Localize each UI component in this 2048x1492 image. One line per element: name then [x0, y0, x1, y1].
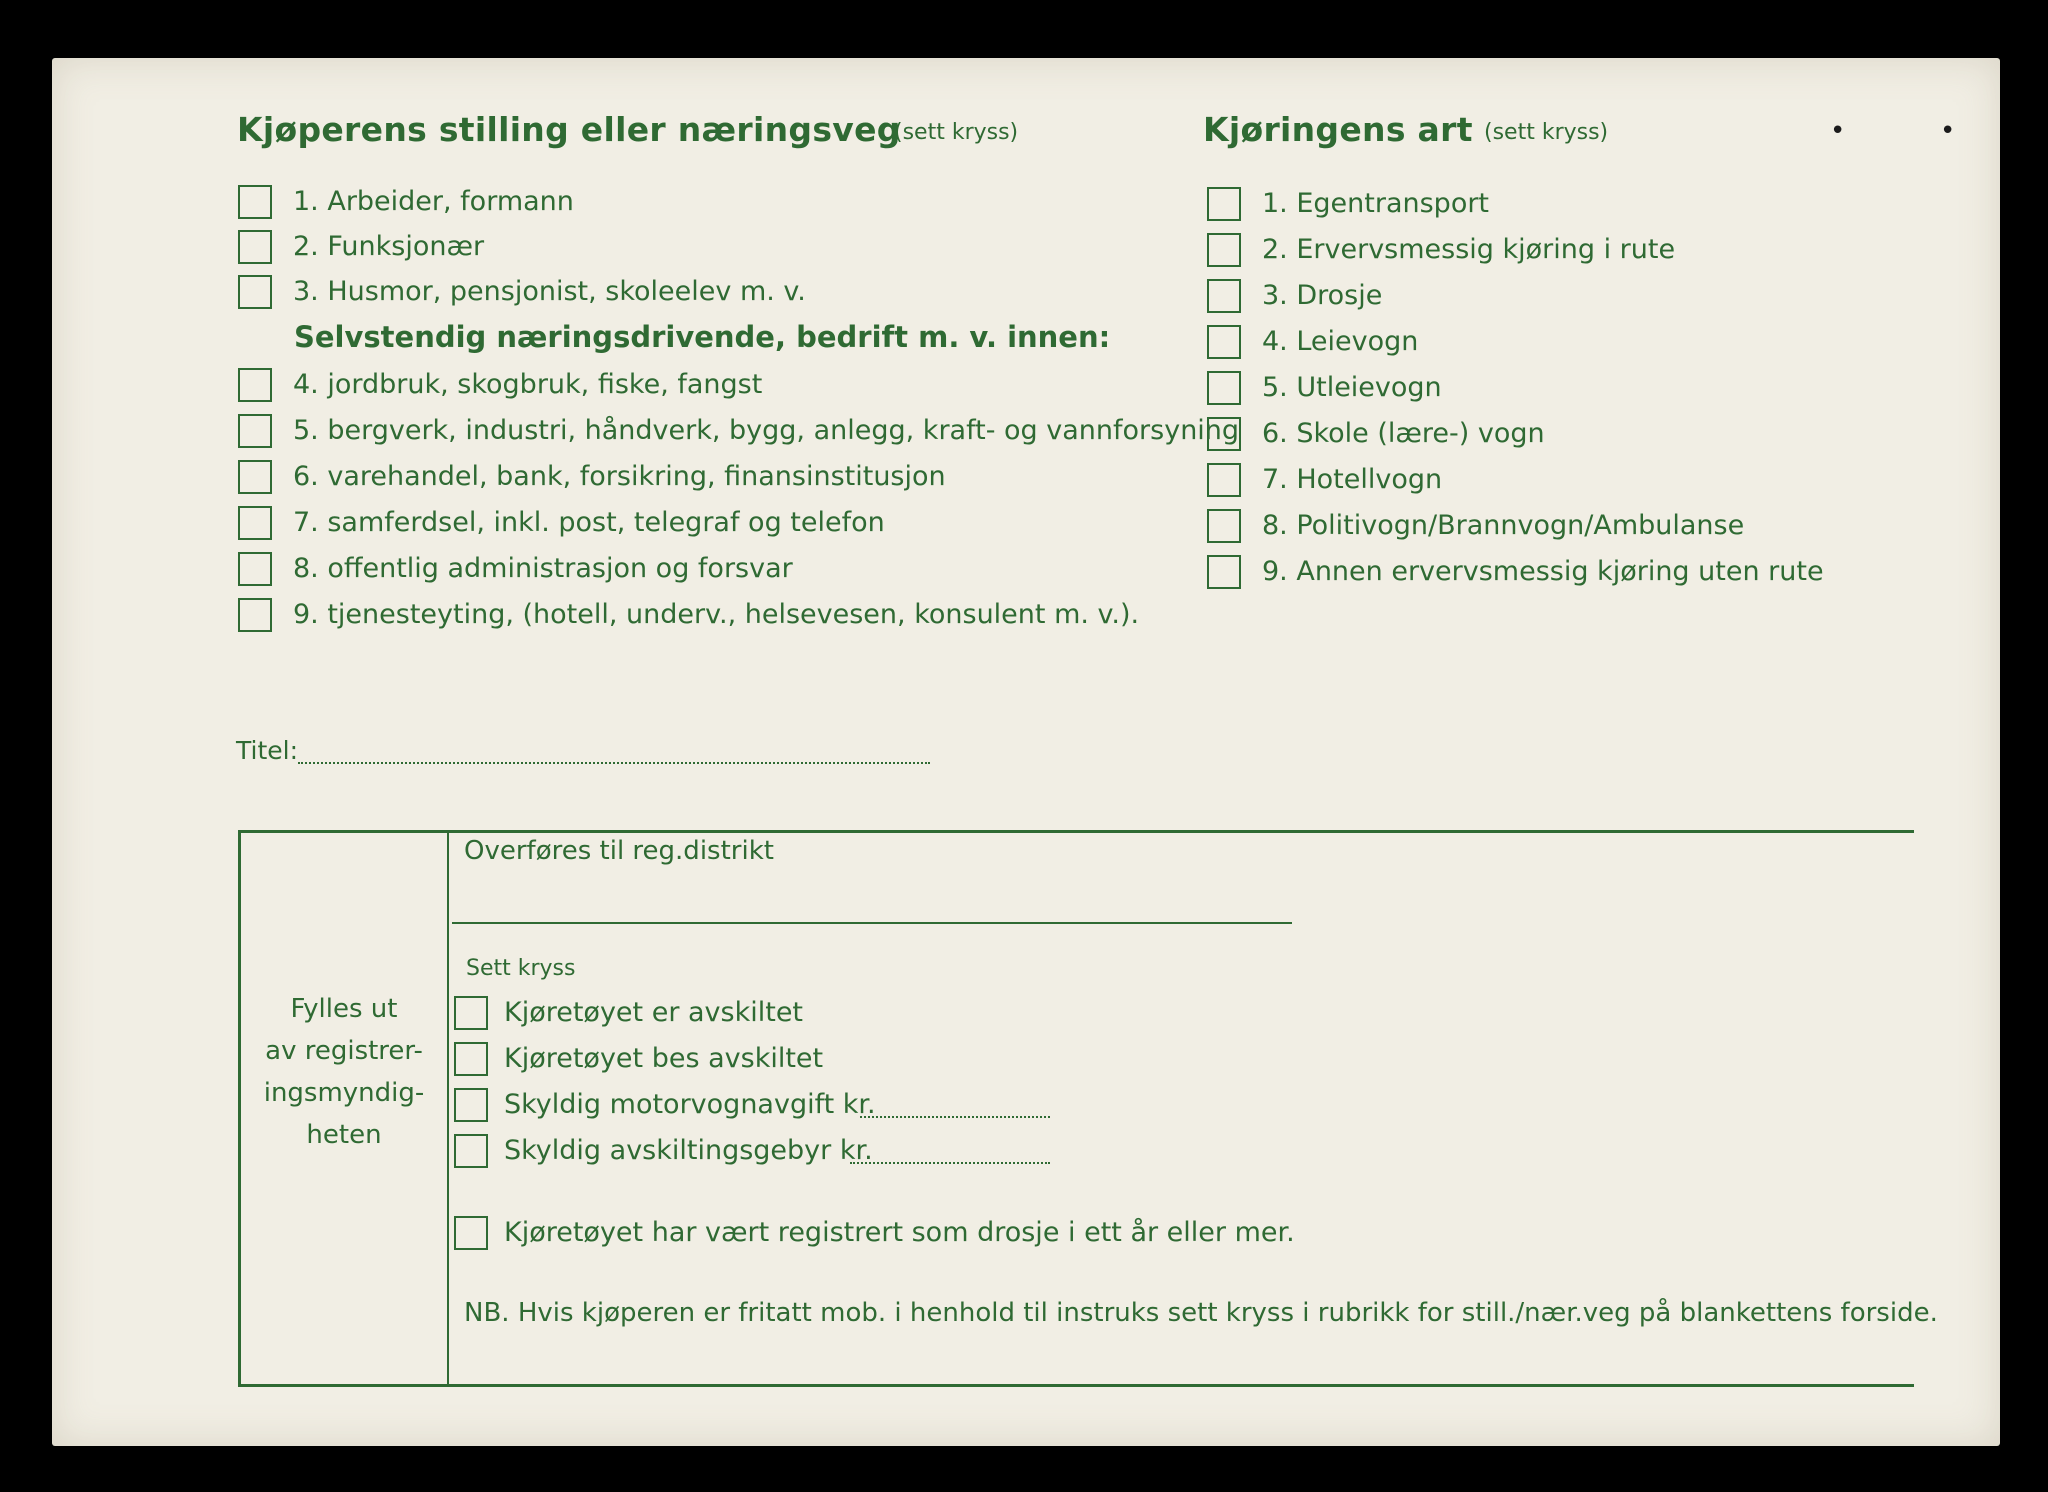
checkbox[interactable] — [454, 1134, 488, 1168]
ink-smudge: • — [1940, 116, 1956, 146]
option-label: 2. Funksjonær — [293, 231, 485, 262]
checkbox[interactable] — [1207, 371, 1241, 405]
checkbox[interactable] — [1207, 325, 1241, 359]
checkbox[interactable] — [238, 460, 272, 494]
self-employed-subheading: Selvstendig næringsdrivende, bedrift m. v. innen: — [294, 320, 1111, 354]
checkbox[interactable] — [238, 368, 272, 402]
option-label: 7. Hotellvogn — [1262, 464, 1443, 495]
nb-note: NB. Hvis kjøperen er fritatt mob. i henhold til instruks sett kryss i rubrikk for still./nær.veg på blankettens forside. — [464, 1298, 1938, 1328]
option-label: 6. varehandel, bank, forsikring, finansinstitusjon — [293, 461, 946, 492]
checkbox[interactable] — [238, 275, 272, 309]
option-label: 9. Annen ervervsmessig kjøring uten rute — [1262, 556, 1824, 587]
checkbox[interactable] — [1207, 187, 1241, 221]
checkbox[interactable] — [1207, 279, 1241, 313]
checkbox[interactable] — [238, 230, 272, 264]
vehicle-fee-amount-field[interactable] — [860, 1116, 1050, 1118]
checkbox[interactable] — [238, 552, 272, 586]
checkbox[interactable] — [238, 414, 272, 448]
form-sheet — [52, 58, 2000, 1446]
transfer-label: Overføres til reg.distrikt — [464, 836, 774, 866]
checkbox[interactable] — [238, 598, 272, 632]
option-label: 3. Husmor, pensjonist, skoleelev m. v. — [293, 276, 806, 307]
check-label: Kjøretøyet er avskiltet — [504, 997, 804, 1028]
transfer-line — [452, 922, 1292, 924]
side-label-line: Fylles ut — [290, 994, 398, 1024]
option-label: 7. samferdsel, inkl. post, telegraf og telefon — [293, 507, 885, 538]
option-label: 5. Utleievogn — [1262, 372, 1442, 403]
checkbox[interactable] — [238, 185, 272, 219]
checkbox[interactable] — [454, 996, 488, 1030]
left-hint: (sett kryss) — [894, 120, 1019, 145]
checkbox[interactable] — [1207, 233, 1241, 267]
option-label: 1. Egentransport — [1262, 188, 1490, 219]
checkbox[interactable] — [454, 1042, 488, 1076]
ink-smudge: • — [1830, 116, 1846, 146]
option-label: 6. Skole (lære-) vogn — [1262, 418, 1545, 449]
option-label: 2. Ervervsmessig kjøring i rute — [1262, 234, 1676, 265]
side-label-line: av registrer- — [265, 1036, 423, 1066]
checkbox[interactable] — [1207, 463, 1241, 497]
box-divider — [447, 830, 449, 1387]
deregister-fee-amount-field[interactable] — [850, 1162, 1050, 1164]
option-label: 1. Arbeider, formann — [293, 186, 574, 217]
option-label: 8. offentlig administrasjon og forsvar — [293, 553, 793, 584]
right-heading: Kjøringens art — [1203, 110, 1473, 149]
checkbox[interactable] — [238, 506, 272, 540]
check-label: Skyldig motorvognavgift kr. — [504, 1089, 876, 1120]
box-top-border — [238, 830, 1914, 833]
side-label-line: ingsmyndig- — [263, 1078, 425, 1108]
option-label: 8. Politivogn/Brannvogn/Ambulanse — [1262, 510, 1745, 541]
option-label: 9. tjenesteyting, (hotell, underv., helsevesen, konsulent m. v.). — [293, 599, 1140, 630]
check-label: Kjøretøyet har vært registrert som drosje i ett år eller mer. — [504, 1217, 1295, 1248]
option-label: 4. jordbruk, skogbruk, fiske, fangst — [293, 369, 763, 400]
check-label: Kjøretøyet bes avskiltet — [504, 1043, 824, 1074]
registry-authority-label — [248, 988, 440, 1156]
titel-label: Titel: — [236, 736, 298, 765]
checkbox[interactable] — [454, 1216, 488, 1250]
box-bottom-border — [238, 1384, 1914, 1387]
right-hint: (sett kryss) — [1484, 120, 1609, 145]
side-label-line: heten — [306, 1120, 382, 1150]
check-label: Skyldig avskiltingsgebyr kr. — [504, 1135, 873, 1166]
option-label: 5. bergverk, industri, håndverk, bygg, anlegg, kraft- og vannforsyning — [293, 415, 1240, 446]
left-heading: Kjøperens stilling eller næringsveg — [237, 110, 901, 149]
checkbox[interactable] — [454, 1088, 488, 1122]
sett-kryss-label: Sett kryss — [466, 956, 576, 981]
checkbox[interactable] — [1207, 417, 1241, 451]
option-label: 4. Leievogn — [1262, 326, 1419, 357]
box-left-border — [238, 830, 241, 1387]
checkbox[interactable] — [1207, 509, 1241, 543]
checkbox[interactable] — [1207, 555, 1241, 589]
option-label: 3. Drosje — [1262, 280, 1383, 311]
titel-field[interactable] — [298, 762, 930, 764]
